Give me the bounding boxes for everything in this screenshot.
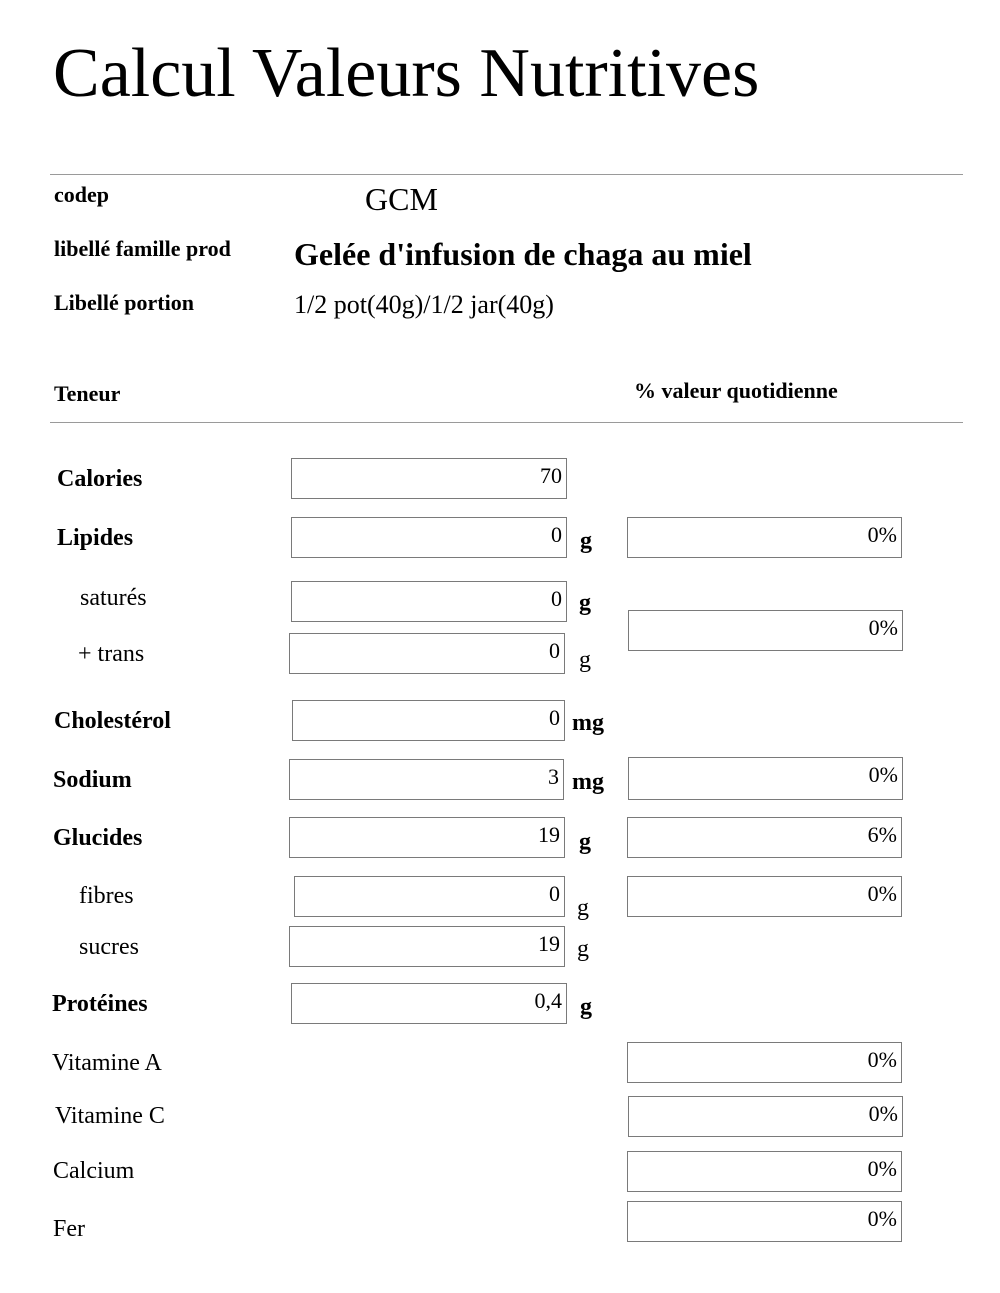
sucres-amount-field[interactable]: 19: [289, 926, 565, 967]
satures-trans-dv-field[interactable]: 0%: [628, 610, 903, 651]
lipides-label: Lipides: [57, 525, 134, 551]
glucides-amount-field[interactable]: 19: [289, 817, 565, 858]
dv-heading: % valeur quotidienne: [634, 378, 838, 403]
sodium-label: Sodium: [53, 767, 132, 793]
codep-value: GCM: [365, 181, 438, 217]
fibres-amount-field[interactable]: 0: [294, 876, 565, 917]
proteines-label: Protéines: [52, 991, 148, 1017]
sodium-dv-field[interactable]: 0%: [628, 757, 903, 800]
page-title: Calcul Valeurs Nutritives: [53, 35, 760, 112]
sucres-label: sucres: [79, 934, 139, 960]
famille-value: Gelée d'infusion de chaga au miel: [294, 236, 752, 272]
satures-label: saturés: [80, 585, 147, 611]
vitamine-a-dv-field[interactable]: 0%: [627, 1042, 902, 1083]
portion-value: 1/2 pot(40g)/1/2 jar(40g): [294, 290, 554, 319]
vitamine-c-dv-field[interactable]: 0%: [628, 1096, 903, 1137]
fibres-unit: g: [577, 895, 589, 921]
fibres-label: fibres: [79, 883, 134, 909]
lipides-dv-field[interactable]: 0%: [627, 517, 902, 558]
satures-unit: g: [579, 590, 591, 616]
header-bottom-divider: [50, 422, 963, 423]
cholesterol-unit: mg: [572, 710, 604, 736]
vitamine-c-label: Vitamine C: [55, 1103, 165, 1129]
sodium-amount-field[interactable]: 3: [289, 759, 564, 800]
proteines-unit: g: [580, 994, 592, 1020]
glucides-dv-field[interactable]: 6%: [627, 817, 902, 858]
fer-dv-field[interactable]: 0%: [627, 1201, 902, 1242]
header-top-divider: [50, 174, 963, 175]
trans-label: + trans: [78, 641, 145, 667]
fer-label: Fer: [53, 1216, 85, 1242]
glucides-label: Glucides: [53, 825, 143, 851]
calories-amount-field[interactable]: 70: [291, 458, 567, 499]
sodium-unit: mg: [572, 769, 604, 795]
glucides-unit: g: [579, 829, 591, 855]
teneur-heading: Teneur: [54, 381, 121, 406]
lipides-unit: g: [580, 528, 592, 554]
cholesterol-amount-field[interactable]: 0: [292, 700, 565, 741]
sucres-unit: g: [577, 936, 589, 962]
calcium-dv-field[interactable]: 0%: [627, 1151, 902, 1192]
portion-label: Libellé portion: [54, 290, 194, 315]
calories-label: Calories: [57, 466, 143, 492]
calcium-label: Calcium: [53, 1158, 135, 1184]
trans-amount-field[interactable]: 0: [289, 633, 565, 674]
lipides-amount-field[interactable]: 0: [291, 517, 567, 558]
satures-amount-field[interactable]: 0: [291, 581, 567, 622]
vitamine-a-label: Vitamine A: [52, 1050, 162, 1076]
trans-unit: g: [579, 647, 591, 673]
famille-label: libellé famille prod: [54, 236, 231, 261]
codep-label: codep: [54, 182, 109, 207]
fibres-dv-field[interactable]: 0%: [627, 876, 902, 917]
proteines-amount-field[interactable]: 0,4: [291, 983, 567, 1024]
cholesterol-label: Cholestérol: [54, 708, 171, 734]
